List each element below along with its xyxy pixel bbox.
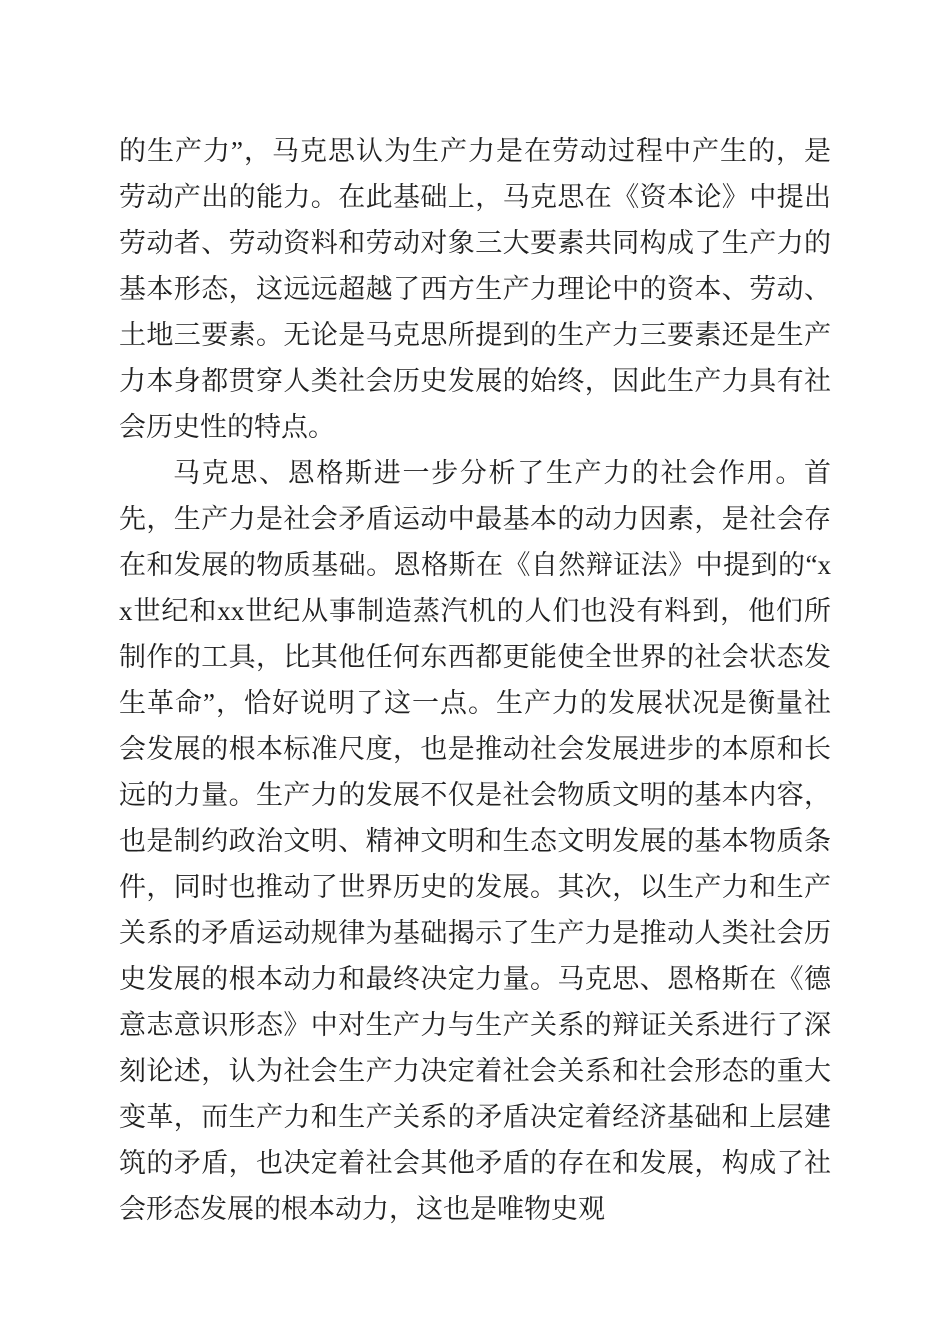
body-paragraph: 马克思、恩格斯进一步分析了生产力的社会作用。首先，生产力是社会矛盾运动中最基本的动力因素，是社会存在和发展的物质基础。恩格斯在《自然辩证法》中提到的“xx世纪和xx世纪从事制造蒸汽机的人们也没有料到，他们所制作的工具，比其他任何东西都更能使全世界的社会状态发生革命”，恰好说明了这一点。生产力的发展状况是衡量社会发展的根本标准尺度，也是推动社会发展进步的本原和长远的力量。生产力的发展不仅是社会物质文明的基本内容，也是制约政治文明、精神文明和生态文明发展的基本物质条件，同时也推动了世界历史的发展。其次，以生产力和生产关系的矛盾运动规律为基础揭示了生产力是推动人类社会历史发展的根本动力和最终决定力量。马克思、恩格斯在《德意志意识形态》中对生产力与生产关系的辩证关系进行了深刻论述，认为社会生产力决定着社会关系和社会形态的重大变革，而生产力和生产关系的矛盾决定着经济基础和上层建筑的矛盾，也决定着社会其他矛盾的存在和发展，构成了社会形态发展的根本动力，这也是唯物史观 (119, 458, 831, 1224)
page-content (119, 128, 831, 1232)
body-paragraph: 的生产力”，马克思认为生产力是在劳动过程中产生的，是劳动产出的能力。在此基础上，马克思在《资本论》中提出劳动者、劳动资料和劳动对象三大要素共同构成了生产力的基本形态，这远远超越了西方生产力理论中的资本、劳动、土地三要素。无论是马克思所提到的生产力三要素还是生产力本身都贯穿人类社会历史发展的始终，因此生产力具有社会历史性的特点。 (119, 136, 831, 442)
